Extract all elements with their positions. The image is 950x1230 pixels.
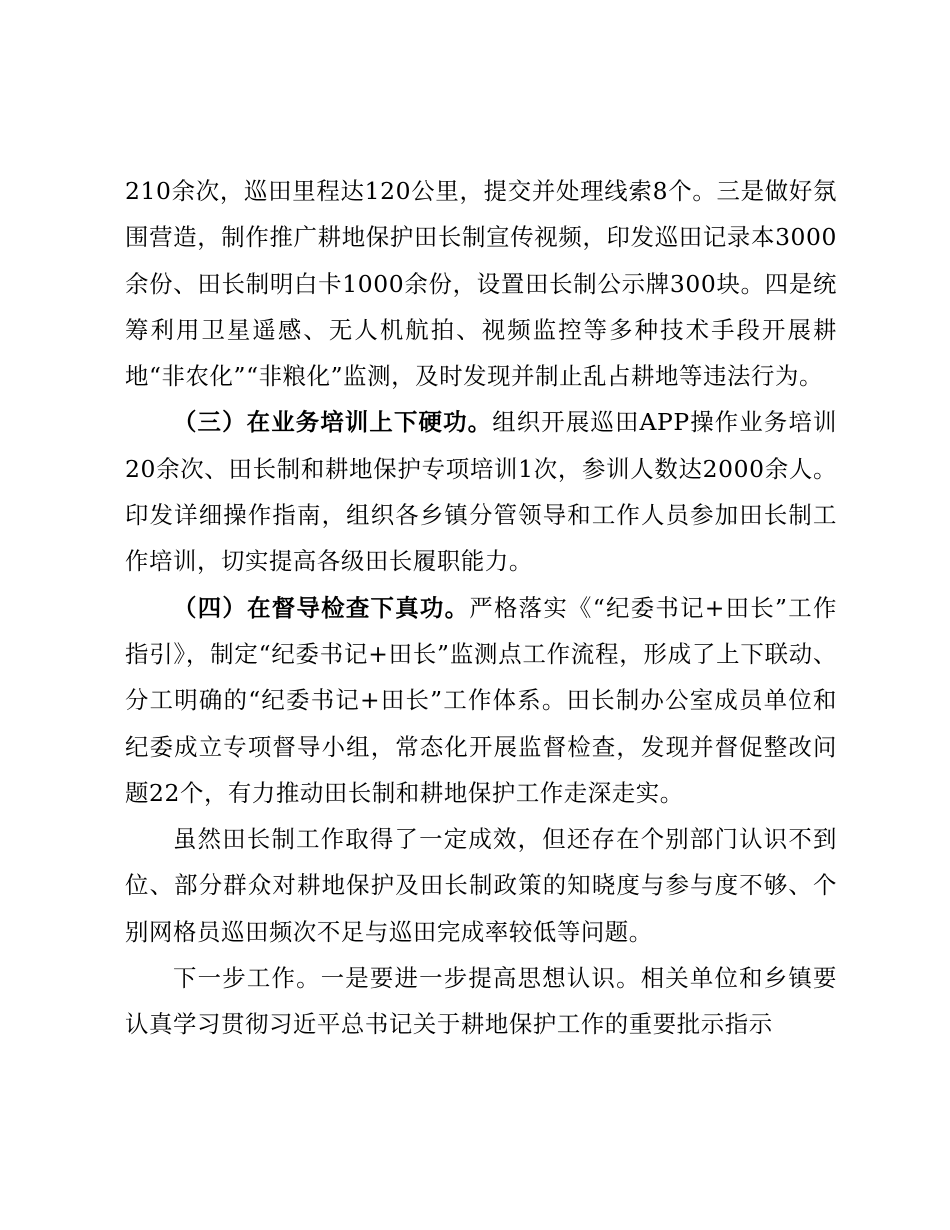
section-heading-supervision: （四）在督导检查下真功。 [173,593,470,622]
paragraph-supervision [125,585,837,816]
paragraph-training [125,399,837,584]
paragraph-text: 下一步工作。一是要进一步提高思想认识。相关单位和乡镇要认真学习贯彻习近平总书记关于耕地保护工作的重要批示指示 [125,964,837,1039]
paragraph-continuation [125,168,837,399]
paragraph-text: 组织开展巡田APP操作业务培训20余次、田长制和耕地保护专项培训1次，参训人数达2000余人。印发详细操作指南，组织各乡镇分管领导和工作人员参加田长制工作培训，切实提高各级田长履职能力。 [125,408,837,576]
paragraph-next-steps [125,955,837,1048]
paragraph-text: 严格落实《“纪委书记+田长”工作指引》，制定“纪委书记+田长”监测点工作流程，形成了上下联动、分工明确的“纪委书记+田长”工作体系。田长制办公室成员单位和纪委成立专项督导小组，常态化开展监督检查，发现并督促整改问题22个，有力推动田长制和耕地保护工作走深走实。 [125,593,837,807]
paragraph-problems [125,816,837,955]
document-body [125,168,837,1048]
section-heading-training: （三）在业务培训上下硬功。 [173,408,493,437]
paragraph-text: 虽然田长制工作取得了一定成效，但还存在个别部门认识不到位、部分群众对耕地保护及田长制政策的知晓度与参与度不够、个别网格员巡田频次不足与巡田完成率较低等问题。 [125,825,837,946]
paragraph-text: 210余次，巡田里程达120公里，提交并处理线索8个。三是做好氛围营造，制作推广耕地保护田长制宣传视频，印发巡田记录本3000余份、田长制明白卡1000余份，设置田长制公示牌300块。四是统筹利用卫星遥感、无人机航拍、视频监控等多种技术手段开展耕地“非农化”“非粮化”监测，及时发现并制止乱占耕地等违法行为。 [125,177,837,391]
